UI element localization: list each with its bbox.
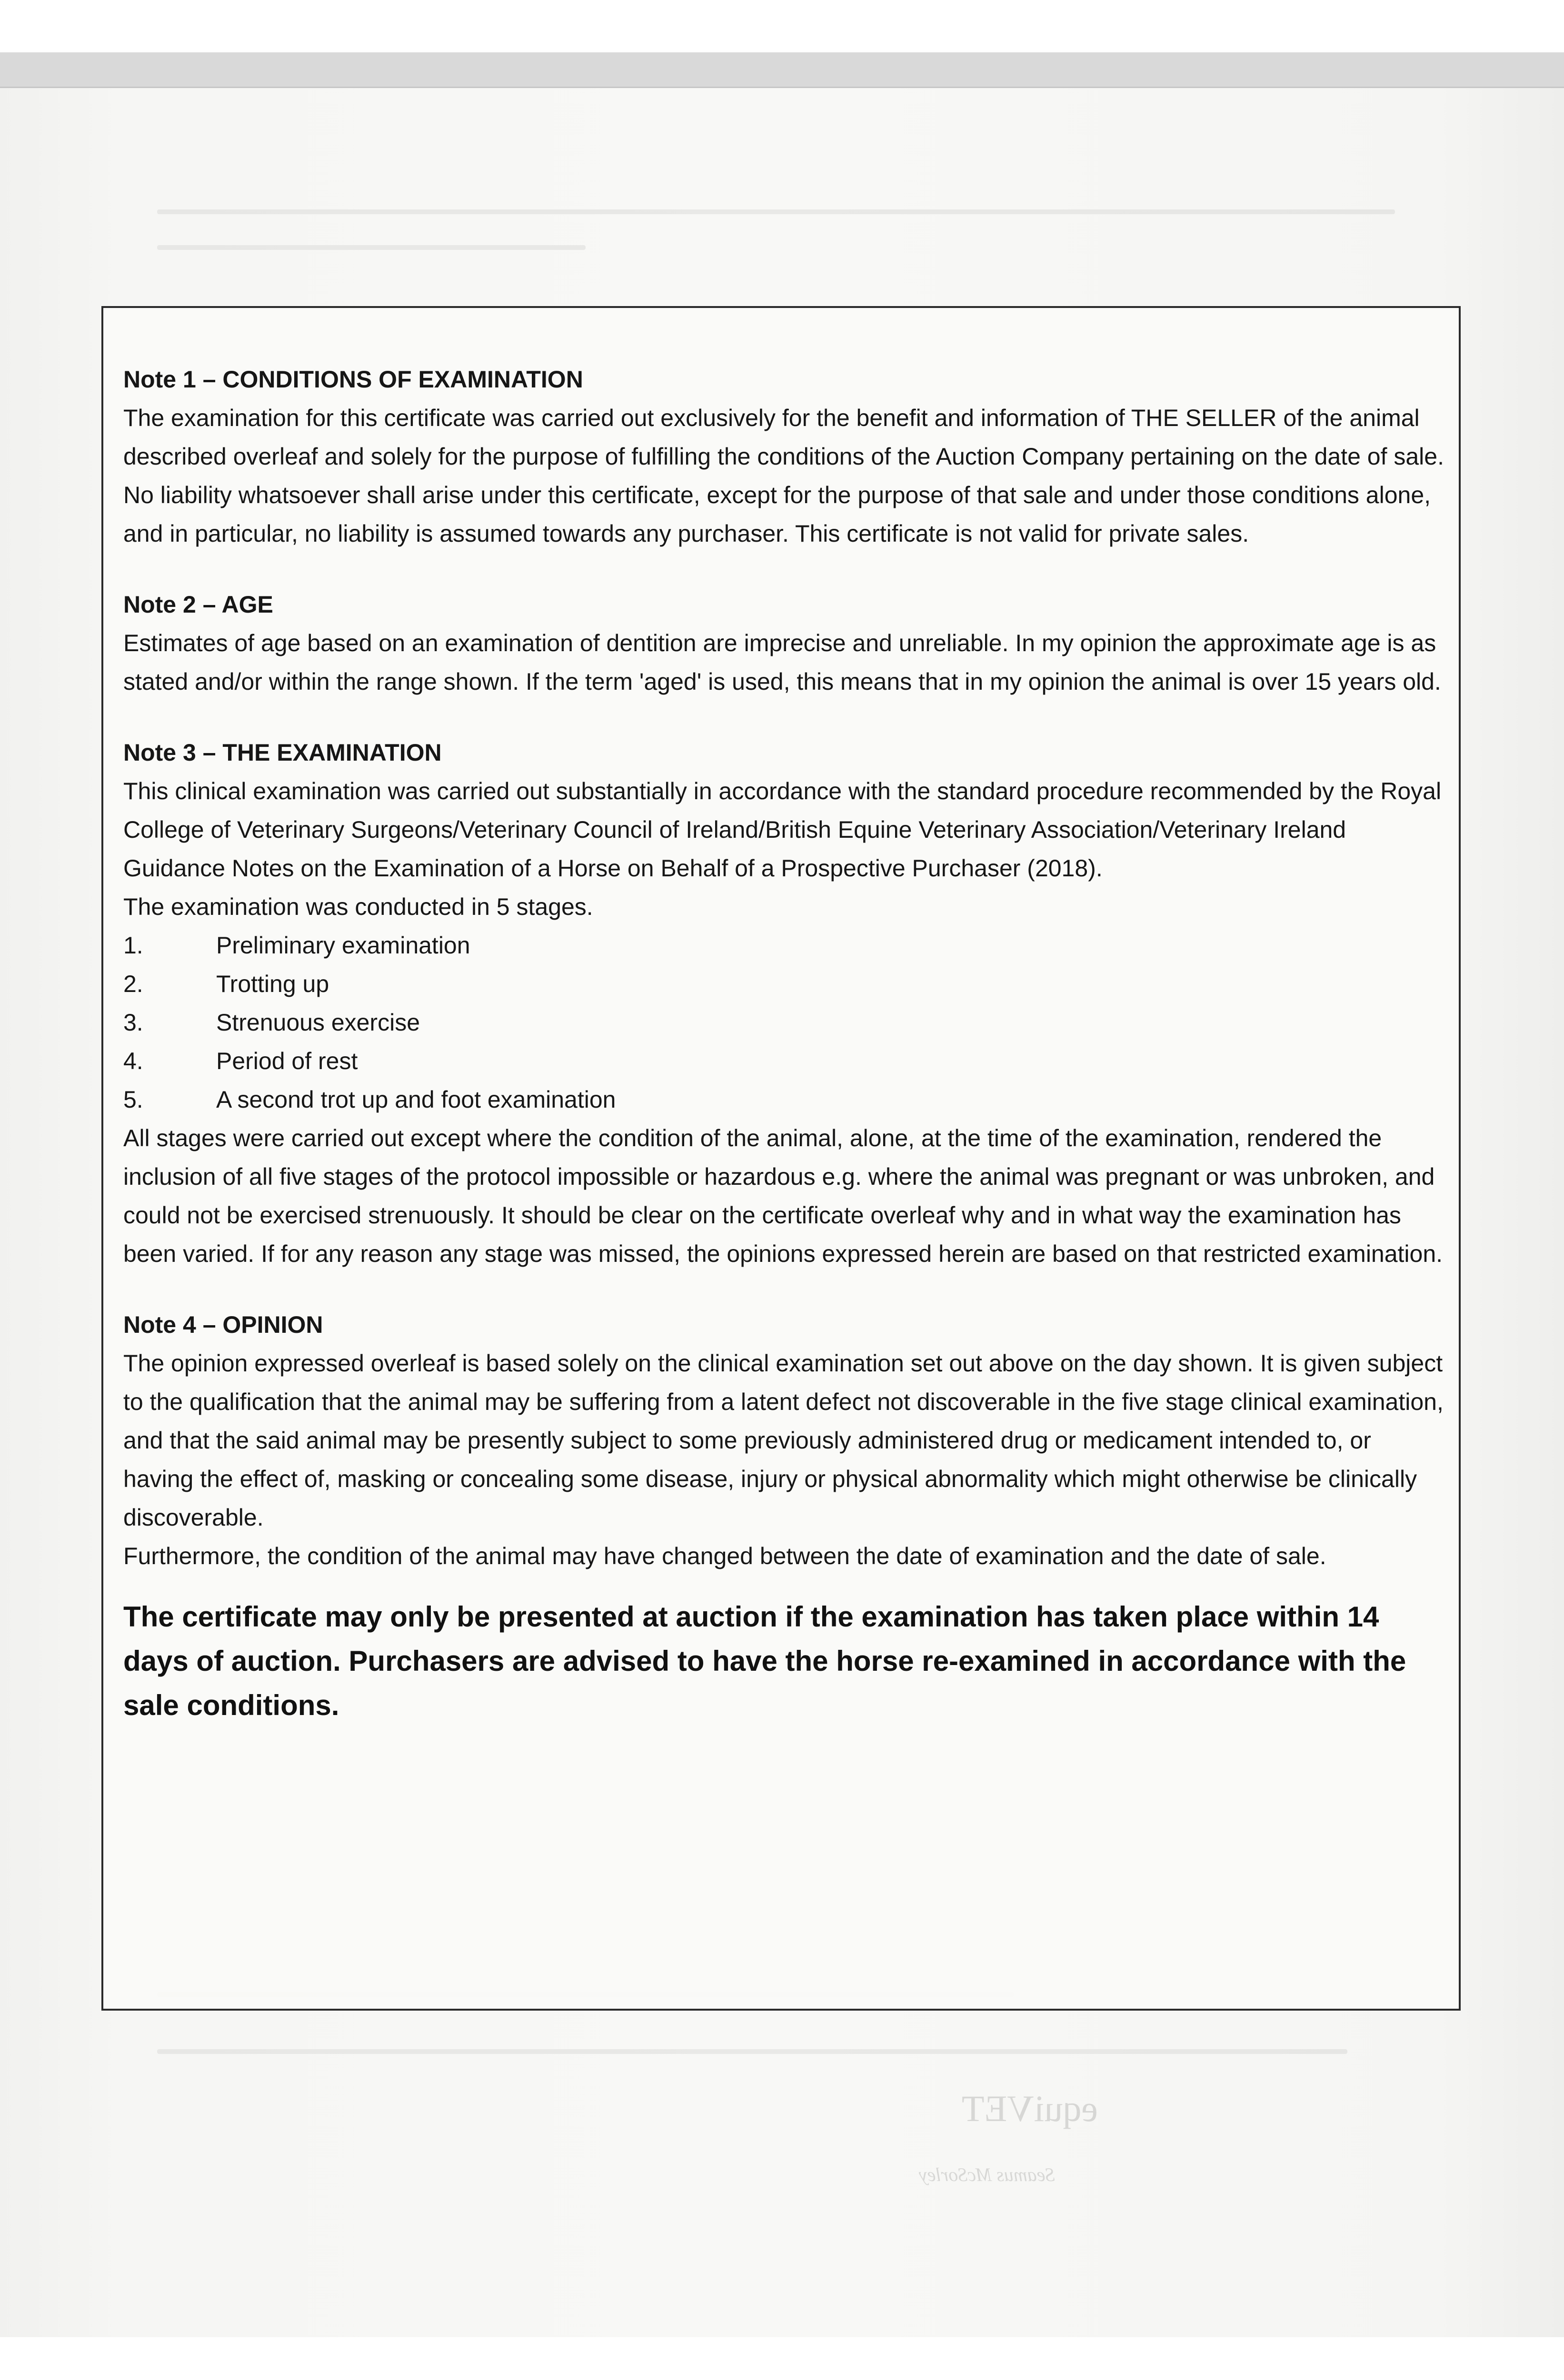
stage-number: 4. — [123, 1048, 143, 1074]
stage-item — [123, 965, 1444, 1003]
show-through-signature: Seamus McSorley — [919, 2164, 1055, 2185]
scan-top-margin — [0, 0, 1564, 52]
note-age — [123, 585, 1444, 701]
notes-content — [123, 360, 1444, 1756]
conditions-notes-box — [101, 306, 1461, 2011]
show-through-line — [157, 2049, 1347, 2054]
note-body: Estimates of age based on an examination of dentition are imprecise and unreliable. In my opinion the approximate age is as stated and/or within the range shown. If the term 'aged' is used, this means that in my opinion the animal is over 15 years old. — [123, 630, 1441, 695]
show-through-logo: equiVET — [962, 2088, 1098, 2129]
note-body: This clinical examination was carried out substantially in accordance with the standard procedure recommended by the Royal College of Veterinary Surgeons/Veterinary Council of Ireland/British Equine Veterinary Association/Veterinary Ireland Guidance Notes on the Examination of a Horse on Behalf of a Prospective Purchaser (2018). — [123, 778, 1442, 882]
note-heading: Note 3 – THE EXAMINATION — [123, 739, 442, 766]
note-body: Furthermore, the condition of the animal may have changed between the date of examination and the date of sale. — [123, 1543, 1326, 1569]
stage-label: Strenuous exercise — [216, 1009, 420, 1036]
note-body: All stages were carried out except where the condition of the animal, alone, at the time of the examination, rendered the inclusion of all five stages of the protocol impossible or hazardous e.g. where the animal was pregnant or was unbroken, and could not be exercised strenuously. It should be clear on the certificate overleaf why and in what way the examination has been varied. If for any reason any stage was missed, the opinions expressed herein are based on that restricted examination. — [123, 1125, 1443, 1267]
note-body: The opinion expressed overleaf is based solely on the clinical examination set out above on the day shown. It is given subject to the qualification that the animal may be suffering from a latent defect not discoverable in the five stage clinical examination, and that the said animal may be presently subject to some previously administered drug or medicament intended to, or having the effect of, masking or concealing some disease, injury or physical abnormality which might otherwise be clinically discoverable. — [123, 1350, 1444, 1531]
show-through-line — [157, 245, 586, 250]
stage-number: 3. — [123, 1009, 143, 1036]
note-examination — [123, 734, 1444, 1273]
note-body: The examination for this certificate was carried out exclusively for the benefit and information of THE SELLER of the animal described overleaf and solely for the purpose of fulfilling the conditions of the Auction Company pertaining on the date of sale. No liability whatsoever shall arise under this certificate, except for the purpose of that sale and under those conditions alone, and in particular, no liability is assumed towards any purchaser. This certificate is not valid for private sales. — [123, 405, 1444, 547]
stages-intro: The examination was conducted in 5 stages. — [123, 893, 593, 920]
stage-label: Preliminary examination — [216, 932, 470, 959]
auction-validity-notice: The certificate may only be presented at auction if the examination has taken place within 14 days of auction. Purchasers are advised to have the horse re-examined in accordance with the sale conditions. — [123, 1601, 1406, 1721]
stage-item — [123, 1081, 1444, 1119]
scan-edge-bar — [0, 52, 1564, 88]
stage-label: A second trot up and foot examination — [216, 1086, 616, 1113]
stage-number: 5. — [123, 1086, 143, 1113]
stage-number: 2. — [123, 971, 143, 997]
scan-bottom-margin — [0, 2337, 1564, 2380]
stage-item — [123, 926, 1444, 965]
stage-label: Trotting up — [216, 971, 329, 997]
note-conditions — [123, 360, 1444, 553]
stage-item — [123, 1003, 1444, 1042]
stage-item — [123, 1042, 1444, 1081]
note-opinion — [123, 1306, 1444, 1576]
stages-list — [123, 926, 1444, 1119]
note-heading: Note 2 – AGE — [123, 591, 273, 618]
note-heading: Note 4 – OPINION — [123, 1311, 323, 1338]
note-heading: Note 1 – CONDITIONS OF EXAMINATION — [123, 366, 583, 393]
stage-number: 1. — [123, 932, 143, 959]
stage-label: Period of rest — [216, 1048, 358, 1074]
show-through-line — [157, 209, 1395, 214]
